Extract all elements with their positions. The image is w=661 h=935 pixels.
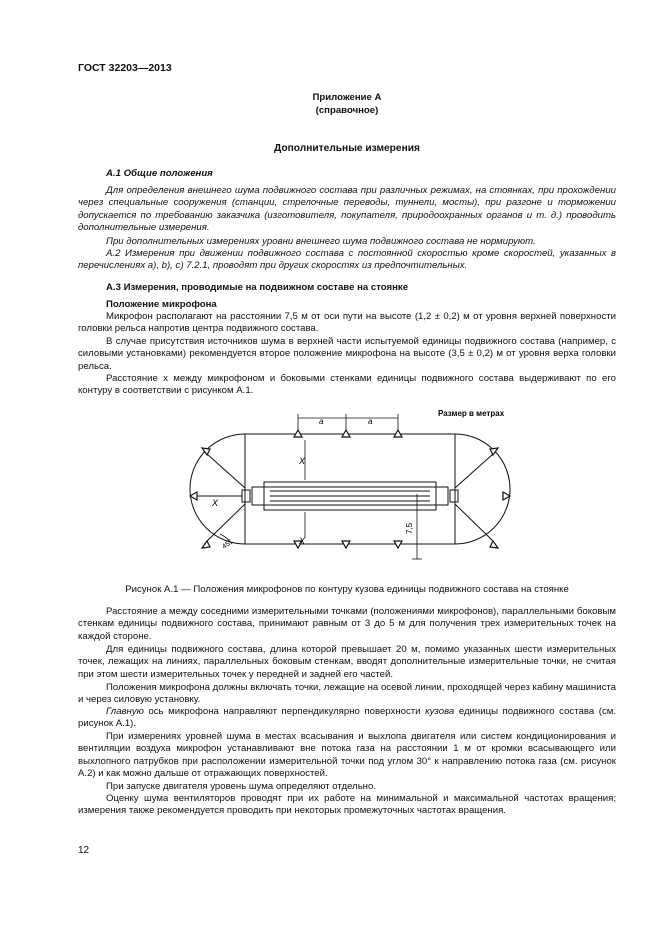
figure-caption: Рисунок А.1 — Положения микрофонов по контуру кузова единицы подвижного состава на стоянке <box>125 584 569 595</box>
units-label: Размер в метрах <box>438 409 505 418</box>
standard-header: ГОСТ 32203—2013 <box>78 62 172 74</box>
main-axis-text: ось микрофона направляют перпендикулярно поверхности <box>143 706 426 717</box>
a3-paragraph-1: Микрофон располагают на расстоянии 7,5 м от оси пути на высоте (1,2 ± 0,2) м от уровня верхней поверхности головки рельса напротив центра подвижного состава. <box>78 311 616 335</box>
appendix-subtitle: (справочное) <box>315 105 379 116</box>
a3-paragraph-3: Расстояние х между микрофоном и боковыми стенками единицы подвижного состава выдерживают по его контуру в соответствии с рисунком А.1. <box>78 373 616 397</box>
main-axis-end: единицы подвижного состава (см. рисунок А.1). <box>78 706 617 730</box>
angle-45: 45° <box>221 538 234 551</box>
section-title: Дополнительные измерения <box>274 143 420 154</box>
dimension-a-2: a <box>368 417 373 426</box>
paragraph-long-vehicle: Для единицы подвижного состава, длина которой превышает 20 м, помимо указанных шести измерительных точек, лежащих на линиях, параллельных боковым стенкам, вводят дополнительные измерительные точки, не считая при этом шести измерительных точек у передней и задней его частей. <box>78 644 616 680</box>
a3-heading: А.3 Измерения, проводимые на подвижном составе на стоянке <box>106 282 409 293</box>
dimension-x-bottom: X <box>299 536 306 546</box>
paragraph-distance-a: Расстояние а между соседними измерительными точками (положениями микрофонов), параллельными боковым стенкам единицы подвижного состава, принимают равным от 3 до 5 м для получения трех измерительных точек на каждой стороне. <box>78 606 616 642</box>
main-axis-italic: Главную <box>106 706 144 717</box>
dimension-a-1: a <box>319 417 324 426</box>
a1-paragraph-2: При дополнительных измерениях уровни внешнего шума подвижного состава не нормируют. <box>106 236 536 247</box>
paragraph-engine-start: При запуске двигателя уровень шума определяют отдельно. <box>106 781 376 792</box>
a1-paragraph-1: Для определения внешнего шума подвижного состава при различных режимах, на стоянках, при прохождении через специальные сооружения (станции, стрелочные переводы, туннели, мосты), при разгоне и торможении допускается по требованию заказчика (изготовителя, покупателя, природоохранных органов и т. д.) проводить дополнительные измерения. <box>78 185 616 234</box>
dimension-x-left: X <box>212 498 219 508</box>
body-italic: кузова <box>425 706 455 717</box>
dimension-7-5: 7,5 <box>405 522 414 534</box>
microphone-marker-bottom-left <box>202 541 210 548</box>
paragraph-main-axis <box>78 706 616 731</box>
dimension-x-top: X <box>299 456 306 466</box>
microphone-marker-bottom-right <box>490 541 498 548</box>
appendix-title: Приложение А <box>312 92 382 103</box>
page-number: 12 <box>78 845 90 856</box>
a1-heading: А.1 Общие положения <box>106 168 213 179</box>
microphone-positions-diagram <box>180 404 520 574</box>
paragraph-fans: Оценку шума вентиляторов проводят при их работе на минимальной и максимальной частотах вращения; измерения также рекомендуется проводить при некоторых промежуточных частотах вращения. <box>78 793 616 817</box>
paragraph-cab-axis: Положения микрофона должны включать точки, лежащие на осевой линии, проходящей через кабину машиниста и через силовую установку. <box>78 682 616 706</box>
a1-paragraph-3: А.2 Измерения при движении подвижного состава с постоянной скоростью кроме скоростей, указанных в перечислениях а), b), с) 7.2.1, проводят при других скоростях из предпочтительных. <box>78 248 616 272</box>
outer-contour <box>190 434 510 544</box>
paragraph-intake-exhaust: При измерениях уровней шума в местах всасывания и выхлопа двигателя или систем кондиционирования и вентиляции воздуха микрофон устанавливают вне потока газа на расстоянии 1 м от кромки всасывающего или выхлопного патрубков при расположении измерительной точки под углом 30° к направлению потока газа (см. рисунок А.2) и как можно дальше от отражающих поверхностей. <box>78 731 616 780</box>
a3-paragraph-2: В случае присутствия источников шума в верхней части испытуемой единицы подвижного состава (например, с силовыми установками) рекомендуется второе положение микрофона на высоте (3,5 ± 0,2) м от уровня верха головки рельса. <box>78 336 616 372</box>
microphone-position-heading: Положение микрофона <box>106 299 217 310</box>
